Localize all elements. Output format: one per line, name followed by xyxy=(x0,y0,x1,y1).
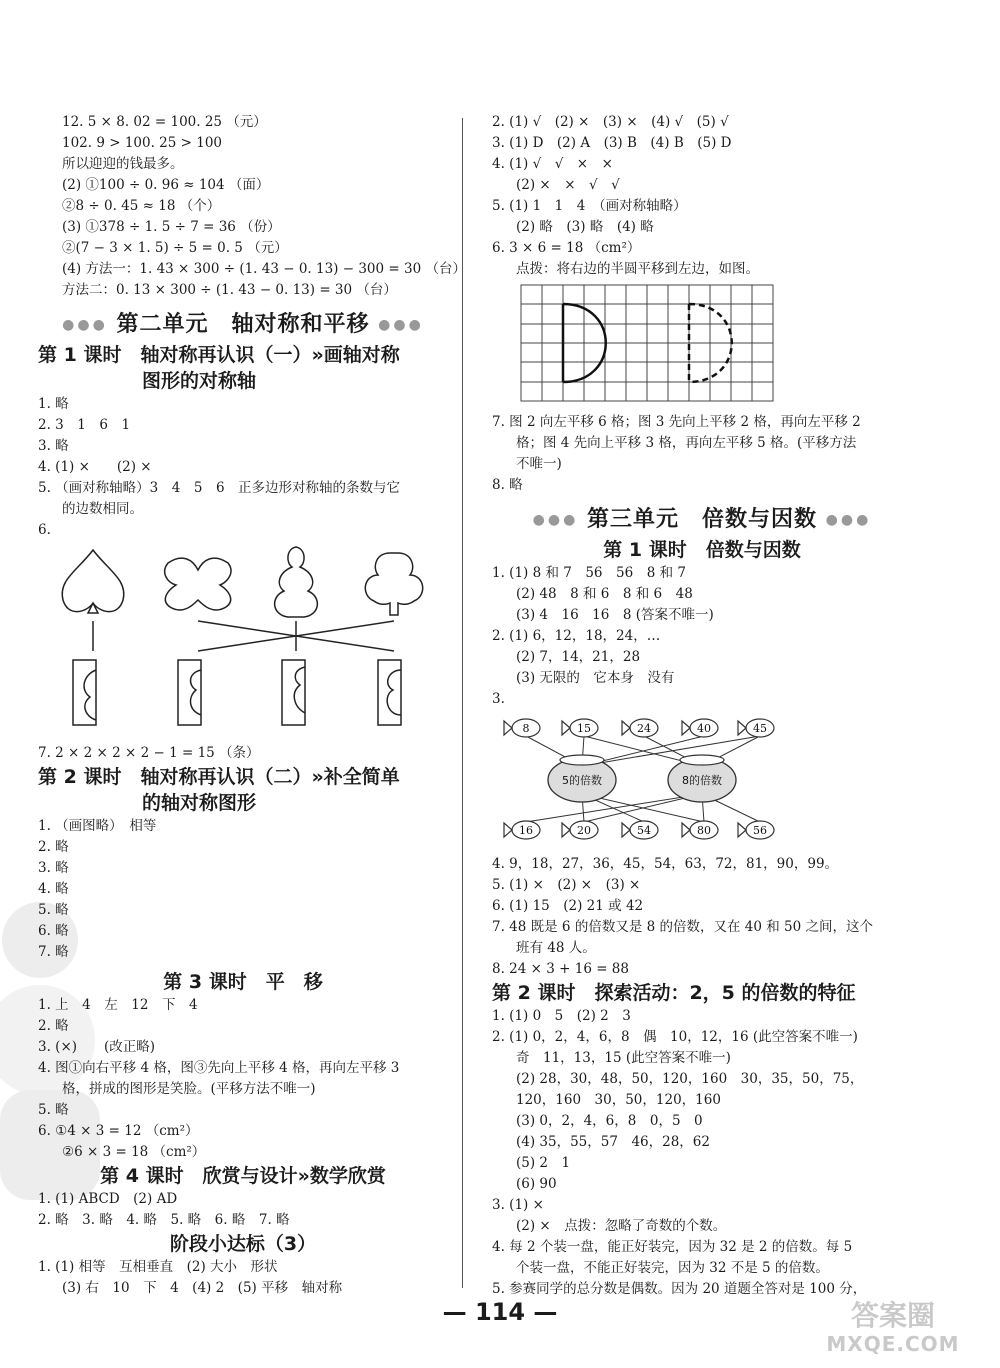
site-watermark xyxy=(808,1300,978,1358)
answer-line: 2. (1) 0，2，4，6，8 偶 10，12，16 (此空答案不唯一) xyxy=(492,1029,858,1045)
answer-line: 4. (1) × (2) × xyxy=(38,459,152,475)
answer-line: 班有 48 人。 xyxy=(516,940,596,956)
answer-line: (2) 28，30，48，50，120，160 30，35，50，75， xyxy=(516,1071,864,1087)
unit-heading xyxy=(38,307,448,338)
lesson-title: 第 1 课时 倍数与因数 xyxy=(603,539,801,561)
answer-line: (3) ①378 ÷ 1. 5 ÷ 7 = 36 （份） xyxy=(62,219,281,235)
answer-line: 8. 略 xyxy=(492,477,523,493)
unit-title: 第二单元 轴对称和平移 xyxy=(116,312,370,337)
answer-line: 3. 略 xyxy=(38,860,69,876)
answer-line: (2) × 点拨：忽略了奇数的个数。 xyxy=(516,1218,727,1234)
page-number: — 114 — xyxy=(442,1298,558,1326)
hint-line: 点拨：将右边的半圆平移到左边，如图。 xyxy=(516,261,759,277)
answer-line: 2. 3 1 6 1 xyxy=(38,417,131,433)
answer-line: (2) 略 (3) 略 (4) 略 xyxy=(516,219,654,235)
match-line xyxy=(582,736,760,766)
answer-line: 个装一盘，不能正好装完，因为 32 不是 5 的倍数。 xyxy=(516,1260,829,1276)
answer-line: 5. (1) 1 1 4 （画对称轴略） xyxy=(492,198,687,214)
fish-number: 80 xyxy=(697,824,711,837)
fish-bowl-figure xyxy=(492,714,912,850)
answer-line: 7. 2 × 2 × 2 × 2 − 1 = 15 （条） xyxy=(38,745,260,761)
answer-line: 5. 略 xyxy=(38,902,69,918)
answer-line: 6. 略 xyxy=(38,923,69,939)
fish-bottom xyxy=(504,821,540,839)
answer-line: 120，160 30，50，120，160 xyxy=(516,1092,721,1108)
answer-line: 所以迎迎的钱最多。 xyxy=(62,156,184,172)
unit-heading xyxy=(492,502,912,533)
answer-line: 3. (×) (改正略) xyxy=(38,1039,156,1055)
dots-decoration: ●●● xyxy=(378,317,424,333)
left-top-answers xyxy=(38,112,466,301)
answer-line: 6. xyxy=(38,522,51,538)
answer-line: 4. 略 xyxy=(38,881,69,897)
answer-line: (2) 7，14，21，28 xyxy=(516,649,641,665)
bowl-label: 8的倍数 xyxy=(682,774,722,787)
answer-line: 6. 3 × 6 = 18 （cm²） xyxy=(492,240,641,256)
answer-line: 1. 上 4 左 12 下 4 xyxy=(38,997,198,1013)
answer-line: (3) 无限的 它本身 没有 xyxy=(516,670,675,686)
fish-top xyxy=(738,719,774,737)
lesson-title: 第 3 课时 平 移 xyxy=(163,971,323,993)
fish-top xyxy=(562,719,598,737)
answer-line: 方法二：0. 13 × 300 ÷ (1. 43 − 0. 13) = 30 （台） xyxy=(62,282,397,298)
answer-line: (5) 2 1 xyxy=(516,1155,571,1171)
answer-line: 7. 48 既是 6 的倍数又是 8 的倍数，又在 40 和 50 之间，这个 xyxy=(492,919,874,935)
unit-title: 第三单元 倍数与因数 xyxy=(586,507,817,532)
answer-line: ②(7 − 3 × 1. 5) ÷ 5 = 0. 5 （元） xyxy=(62,240,288,256)
answer-line: 1. (1) 8 和 7 56 56 8 和 7 xyxy=(492,565,686,581)
answer-line: 1. （画图略） 相等 xyxy=(38,818,157,834)
answer-line: (2) ①100 ÷ 0. 96 ≈ 104 （面） xyxy=(62,177,270,193)
answer-line: 3. xyxy=(492,691,505,707)
answer-line: 7. 略 xyxy=(38,944,69,960)
fish-bottom xyxy=(622,821,658,839)
answer-line: 3. (1) D (2) A (3) B (4) B (5) D xyxy=(492,135,732,151)
fish-bowl-svg xyxy=(492,714,802,846)
fish-number: 16 xyxy=(519,824,533,837)
watermark-top: 答案圈 xyxy=(850,1299,935,1332)
answer-line: 6. (1) 15 (2) 21 或 42 xyxy=(492,898,644,914)
answer-line: (4) 方法一：1. 43 × 300 ÷ (1. 43 − 0. 13) − 300 = 30 （台） xyxy=(62,261,466,277)
answer-line: 1. (1) ABCD (2) AD xyxy=(38,1191,178,1207)
answer-line: (2) 48 8 和 6 8 和 6 48 xyxy=(516,586,693,602)
answer-line: 4. 9，18，27，36，45，54，63，72，81，90，99。 xyxy=(492,856,839,872)
lesson-title-line: 第 2 课时 轴对称再认识（二）»补全简单 xyxy=(38,766,400,788)
answer-line: 8. 24 × 3 + 16 = 88 xyxy=(492,961,629,977)
answer-line: 102. 9 > 100. 25 > 100 xyxy=(62,135,223,151)
answer-line: 奇 11，13，15 (此空答案不唯一) xyxy=(516,1050,731,1066)
lesson-title-line: 第 1 课时 轴对称再认识（一）»画轴对称 xyxy=(38,344,400,366)
fish-number: 40 xyxy=(697,722,711,735)
answer-line: (3) 0，2，4，6，8 0，5 0 xyxy=(516,1113,703,1129)
answer-line: 3. 略 xyxy=(38,438,69,454)
answer-line: 1. (1) 相等 互相垂直 (2) 大小 形状 xyxy=(38,1259,278,1275)
answer-line: 12. 5 × 8. 02 = 100. 25 （元） xyxy=(62,114,267,130)
bowl-label: 5的倍数 xyxy=(562,774,602,787)
right-column xyxy=(492,112,912,1300)
answer-line: 3. (1) × xyxy=(492,1197,544,1213)
fish-bowl xyxy=(668,755,736,802)
semicircle-grid-figure xyxy=(492,284,912,408)
lesson-title: 第 4 课时 欣赏与设计»数学欣赏 xyxy=(100,1165,386,1187)
answer-line: 2. 略 xyxy=(38,1018,69,1034)
answer-line: (4) 35，55，57 46，28，62 xyxy=(516,1134,710,1150)
column-divider xyxy=(462,118,463,1288)
answer-line: 1. (1) 0 5 (2) 2 3 xyxy=(492,1008,631,1024)
left-column xyxy=(38,112,466,1299)
answer-line: 4. 图①向右平移 4 格，图③先向上平移 4 格，再向左平移 3 xyxy=(38,1060,400,1076)
answer-line: ②8 ÷ 0. 45 ≈ 18 （个） xyxy=(62,198,221,214)
lesson-title xyxy=(38,342,448,394)
fish-bottom xyxy=(738,821,774,839)
fish-top xyxy=(504,719,540,737)
fish-number: 20 xyxy=(577,824,591,837)
answer-line: 格；图 4 先向上平移 3 格，再向左平移 5 格。(平移方法 xyxy=(516,435,857,451)
answer-line: 的边数相同。 xyxy=(62,501,143,517)
fish-number: 15 xyxy=(577,722,591,735)
fish-number: 56 xyxy=(753,824,767,837)
fish-bottom xyxy=(562,821,598,839)
lesson-title xyxy=(38,764,448,816)
answer-line: 5. (1) × (2) × (3) × xyxy=(492,877,641,893)
answer-line: (2) × × √ √ xyxy=(516,177,620,193)
answer-line: ②6 × 3 = 18 （cm²） xyxy=(62,1144,206,1160)
stage-title: 阶段小达标（3） xyxy=(169,1233,317,1255)
dots-decoration: ●●● xyxy=(825,512,872,528)
lesson-title-line: 图形的对称轴 xyxy=(142,370,257,392)
fish-top xyxy=(622,719,658,737)
fish-number: 24 xyxy=(637,722,651,735)
answer-line: (6) 90 xyxy=(516,1176,557,1192)
answer-line: 4. 每 2 个装一盘，能正好装完，因为 32 是 2 的倍数。每 5 xyxy=(492,1239,853,1255)
symmetry-matching-figure xyxy=(38,545,448,739)
fish-number: 45 xyxy=(753,722,767,735)
fish-bottom xyxy=(682,821,718,839)
answer-line: 5. （画对称轴略）3 4 5 6 正多边形对称轴的条数与它 xyxy=(38,480,401,496)
watermark-bottom: MXQE.COM xyxy=(826,1332,960,1356)
answer-line: (3) 右 10 下 4 (4) 2 (5) 平移 轴对称 xyxy=(62,1280,343,1296)
fish-top xyxy=(682,719,718,737)
answer-line: 2. (1) 6，12，18，24，… xyxy=(492,628,661,644)
answer-line: 5. 略 xyxy=(38,1102,69,1118)
lesson-title-line: 的轴对称图形 xyxy=(142,792,257,814)
dots-decoration: ●●● xyxy=(62,317,108,333)
answer-line: 2. (1) √ (2) × (3) × (4) √ (5) √ xyxy=(492,114,729,130)
answer-line: 格，拼成的图形是笑脸。(平移方法不唯一) xyxy=(62,1081,316,1097)
lesson-title: 第 2 课时 探索活动：2，5 的倍数的特征 xyxy=(492,982,856,1004)
answer-line: 2. 略 xyxy=(38,839,69,855)
fish-number: 54 xyxy=(637,824,651,837)
fish-number: 8 xyxy=(522,722,530,735)
dots-decoration: ●●● xyxy=(532,512,579,528)
answer-line: 7. 图 2 向左平移 6 格；图 3 先向上平移 2 格，再向左平移 2 xyxy=(492,414,861,430)
answer-line: 5. 参赛同学的总分数是偶数。因为 20 道题全答对是 100 分， xyxy=(492,1281,867,1297)
answer-line: 1. 略 xyxy=(38,396,69,412)
answer-line: 4. (1) √ √ × × xyxy=(492,156,613,172)
answer-line: (3) 4 16 16 8 (答案不唯一) xyxy=(516,607,714,623)
answer-line: 2. 略 3. 略 4. 略 5. 略 6. 略 7. 略 xyxy=(38,1212,290,1228)
answer-line: 不唯一) xyxy=(516,456,562,472)
answer-line: 6. ①4 × 3 = 12 （cm²） xyxy=(38,1123,199,1139)
